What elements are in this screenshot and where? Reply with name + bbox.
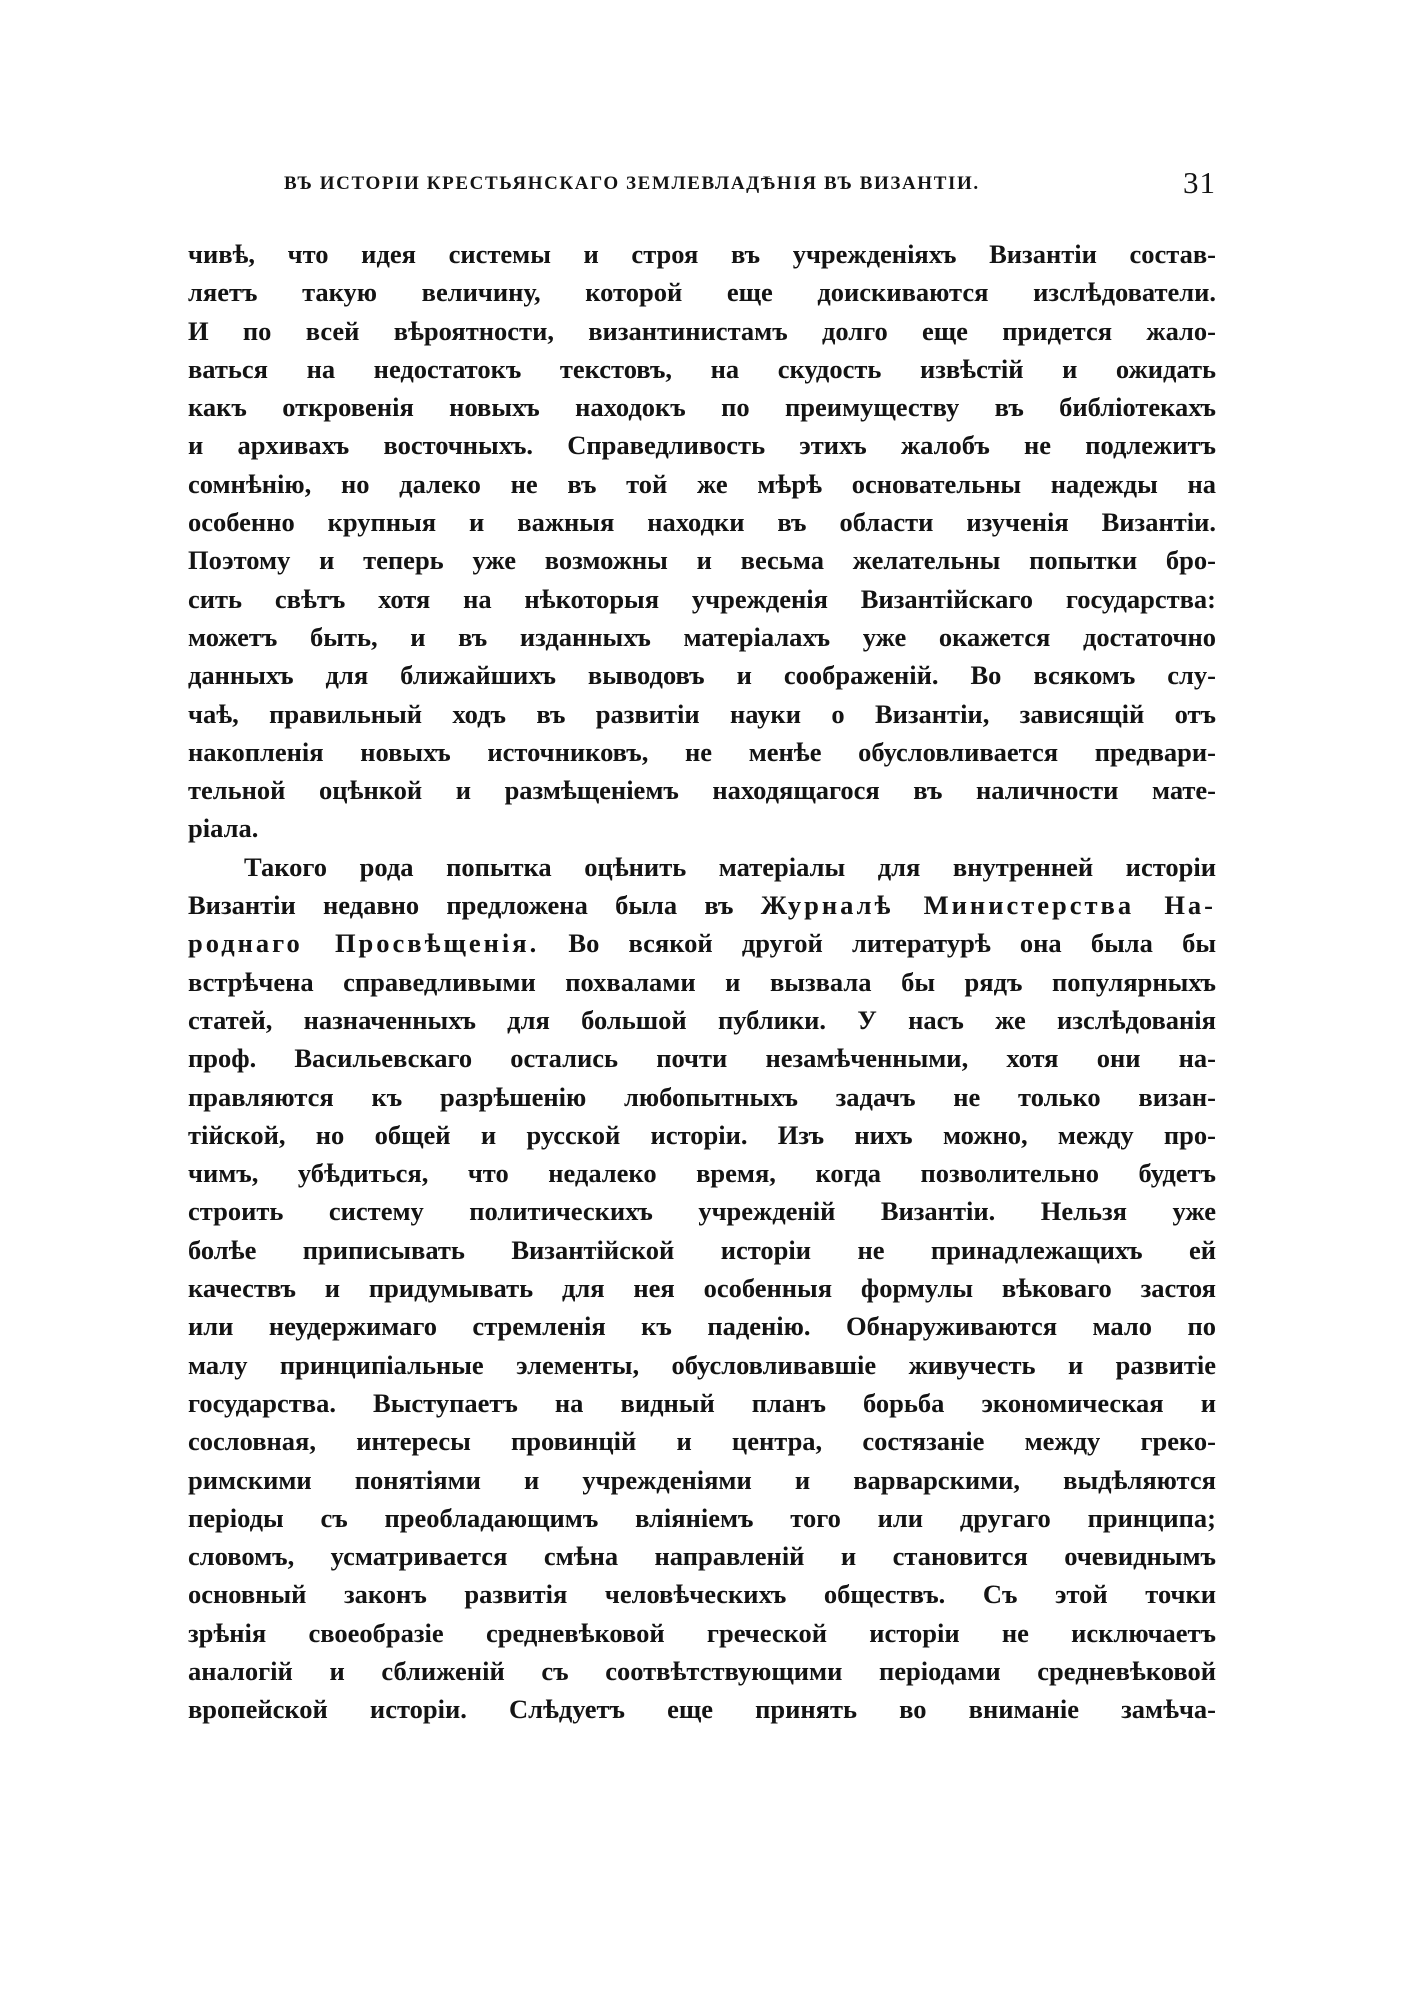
text-line: періоды съ преобладающимъ вліяніемъ того или другаго принципа; <box>188 1502 1216 1533</box>
text-line: особенно крупныя и важныя находки въ области изученія Византіи. <box>188 507 1216 538</box>
text-line: аналогій и сближеній съ соотвѣтствующими періодами средневѣковой <box>188 1655 1216 1686</box>
text-fragment: Византіи недавно предложена была въ <box>188 890 734 921</box>
page-number: 31 <box>1183 165 1216 200</box>
running-head <box>188 165 1216 209</box>
book-page <box>188 165 1216 1729</box>
journal-title-part: Журналѣ Министерства На- <box>760 890 1216 921</box>
text-fragment: Во всякой другой литературѣ она была бы <box>568 928 1216 959</box>
text-line: чаѣ, правильный ходъ въ развитіи науки о Византіи, зависящій отъ <box>188 698 1216 729</box>
text-line: встрѣчена справедливыми похвалами и вызвала бы рядъ популярныхъ <box>188 966 1216 997</box>
text-line: сить свѣтъ хотя на нѣкоторыя учрежденія Византійскаго государства: <box>188 583 1216 614</box>
text-line: сословная, интересы провинцій и центра, состязаніе между греко- <box>188 1426 1216 1457</box>
text-line: ріала. <box>188 813 259 844</box>
text-line: вропейской исторіи. Слѣдуетъ еще принять во вниманіе замѣча- <box>188 1694 1216 1725</box>
text-line: римскими понятіями и учрежденіями и варварскими, выдѣляются <box>188 1464 1216 1495</box>
running-title: ВЪ ИСТОРІИ КРЕСТЬЯНСКАГО ЗЕМЛЕВЛАДѢНІЯ ВЪ ВИЗАНТІИ. <box>284 173 980 194</box>
text-line <box>188 886 1216 924</box>
text-line: Поэтому и теперь уже возможны и весьма желательны попытки бро- <box>188 545 1216 576</box>
text-line: сомнѣнію, но далеко не въ той же мѣрѣ основательны надежды на <box>188 468 1216 499</box>
paragraph-2 <box>188 848 1216 1729</box>
text-line: или неудержимаго стремленія къ паденію. Обнаруживаются мало по <box>188 1311 1216 1342</box>
text-line: Такого рода попытка оцѣнить матеріалы для внутренней исторіи <box>244 851 1216 882</box>
text-line: тельной оцѣнкой и размѣщеніемъ находящагося въ наличности мате- <box>188 775 1216 806</box>
text-line: и архивахъ восточныхъ. Справедливость этихъ жалобъ не подлежитъ <box>188 430 1216 461</box>
text-line: болѣе приписывать Византійской исторіи не принадлежащихъ ей <box>188 1234 1216 1265</box>
text-line: государства. Выступаетъ на видный планъ борьба экономическая и <box>188 1387 1216 1418</box>
text-line: ваться на недостатокъ текстовъ, на скудость извѣстій и ожидать <box>188 353 1216 384</box>
text-line: качествъ и придумывать для нея особенныя формулы вѣковаго застоя <box>188 1273 1216 1304</box>
body-text <box>188 235 1216 1729</box>
text-line: статей, назначенныхъ для большой публики. У насъ же изслѣдованія <box>188 1004 1216 1035</box>
text-line: правляются къ разрѣшенію любопытныхъ задачъ не только визан- <box>188 1081 1216 1112</box>
text-line: И по всей вѣроятности, византинистамъ долго еще придется жало- <box>188 315 1216 346</box>
text-line: можетъ быть, и въ изданныхъ матеріалахъ уже окажется достаточно <box>188 621 1216 652</box>
text-line: словомъ, усматривается смѣна направленій и становится очевиднымъ <box>188 1541 1216 1572</box>
paragraph-1 <box>188 235 1216 848</box>
text-line: чивѣ, что идея системы и строя въ учрежденіяхъ Византіи состав- <box>188 239 1216 269</box>
text-line: тійской, но общей и русской исторіи. Изъ нихъ можно, между про- <box>188 1119 1216 1150</box>
text-line: какъ откровенія новыхъ находокъ по преимуществу въ библіотекахъ <box>188 392 1216 423</box>
text-line: ляетъ такую величину, которой еще доискиваются изслѣдователи. <box>188 277 1216 308</box>
text-line: строить систему политическихъ учрежденій Византіи. Нельзя уже <box>188 1196 1216 1227</box>
journal-title-part: роднаго Просвѣщенія. <box>188 928 540 959</box>
text-line: накопленія новыхъ источниковъ, не менѣе обусловливается предвари- <box>188 736 1216 767</box>
text-line: основный законъ развитія человѣческихъ обществъ. Съ этой точки <box>188 1579 1216 1610</box>
text-line: зрѣнія своеобразіе средневѣковой греческой исторіи не исключаетъ <box>188 1617 1216 1648</box>
text-line: данныхъ для ближайшихъ выводовъ и соображеній. Во всякомъ слу- <box>188 660 1216 691</box>
text-line: проф. Васильевскаго остались почти незамѣченными, хотя они на- <box>188 1043 1216 1074</box>
text-line: чимъ, убѣдиться, что недалеко время, когда позволительно будетъ <box>188 1158 1216 1189</box>
text-line <box>188 924 1216 962</box>
text-line: малу принципіальные элементы, обусловливавшіе живучесть и развитіе <box>188 1349 1216 1380</box>
